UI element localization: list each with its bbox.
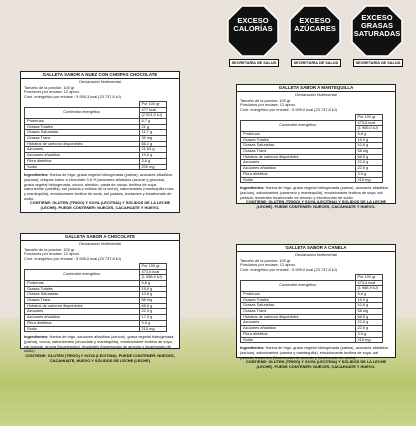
nutrient-name: Hidratos de carbono disponibles — [25, 141, 140, 147]
card-title: GALLETA SABOR A CHOCOLATE — [21, 234, 179, 241]
nutrient-value: 3,5 g — [355, 171, 382, 177]
ingredients-list: Harina de trigo, azúcares añadidos (azúcar), grasa vegetal hidrogenada (palma), cocoa, saborizantes (chocolate y mantequilla), emulsionante lecitina de soya, sal yodada, aroma (bicarbonato), leudantes (bicarbonato de amonio y bicarbonato de sodio). — [24, 334, 174, 354]
nutrient-name: Proteínas — [241, 131, 356, 137]
nutrient-value: 10,6 g — [139, 292, 166, 298]
allergen-statement: CONTIENE: GLUTEN (TRIGO) Y SOYA (LECITINA). PUEDE CONTENER: NUECES, CACAHUATE, HUEVO Y SÓLIDOS DE LECHE (LECHE) — [25, 353, 175, 363]
nutrient-value: 22,6 g — [355, 326, 382, 332]
nutrient-value: 68,5 g — [139, 303, 166, 309]
nutrition-table — [24, 101, 167, 170]
nutrient-name: Azúcares añadidos — [25, 315, 140, 321]
nutrient-name: Sodio — [241, 177, 356, 183]
nutrient-name: Hidratos de carbono disponibles — [241, 154, 356, 160]
serving-line: Cont. energético por envase : 5 695,0 kcal (23 737.8 kJ) — [24, 256, 121, 262]
serving-info — [237, 259, 395, 273]
serving-line: Cont. energético por envase : 5 955,3 kcal (23 737.8 kJ) — [24, 94, 121, 100]
nutrient-name: Azúcares — [241, 320, 356, 326]
nutrition-card-nuez — [20, 71, 180, 213]
nutrient-value: 22,0 g — [139, 309, 166, 315]
energy-kcal: 477 kcal — [139, 107, 166, 113]
table-row — [25, 164, 167, 170]
seal-exceso-grasas-saturadas — [351, 5, 403, 69]
energy-label: Contenido energético — [241, 120, 356, 131]
nutrition-card-mantequilla — [236, 84, 396, 210]
nutrient-name: Sodio — [25, 326, 140, 332]
nutrition-declaration-heading: Declaración Nutrimental — [79, 79, 121, 84]
allergen-statement: CONTIENE: GLUTEN (TRIGO) Y SOYA (LECITINA) Y SÓLIDOS DE LA LECHE (LECHE). PUEDE CONTENER: NUECES, CACAHUATE Y HUEVO. — [245, 199, 387, 210]
ingredients-text: Ingredientes: Harina de trigo, azúcares añadidos (azúcar), grasa vegetal hidrogenada (palma), cocoa, saborizantes (chocolate y mantequilla), emulsionante lecitina de soya, sal yodada, aroma (bicarbonato), leudantes (bicarbonato de amonio y bicarbonato de sodio). — [24, 334, 174, 354]
nutrient-name: Grasas Trans — [25, 298, 140, 304]
nutrient-name: Fibra dietética — [241, 331, 356, 337]
nutrient-name: Grasas Trans — [241, 309, 356, 315]
nutrient-value: 215 mg — [355, 337, 382, 343]
nutrient-value: 3,5 g — [139, 320, 166, 326]
table-row — [241, 337, 383, 343]
seal-authority: SECRETARÍA DE SALUD — [229, 59, 279, 67]
table-row — [241, 177, 383, 183]
nutrient-name: Azúcares añadidos — [241, 166, 356, 172]
seal-exceso-calorias — [227, 5, 279, 69]
nutrition-table — [240, 114, 383, 183]
allergen-statement: CONTIENE: GLUTEN (TRIGO) Y SOYA (LECITINA) Y SÓLIDOS DE LA LECHE (LECHE). PUEDE CONTENER: NUECES, CACAHUATE Y HUEVO. — [29, 200, 171, 211]
nutrient-name: Grasas Totales — [241, 137, 356, 143]
nutrient-value: 66,1 g — [139, 141, 166, 147]
nutrition-table — [240, 274, 383, 343]
nutrient-name: Azúcares — [241, 160, 356, 166]
nutrient-name: Grasas Saturadas — [241, 143, 356, 149]
seal-label: EXCESO CALORÍAS — [233, 16, 273, 33]
nutrient-name: Azúcares — [25, 309, 140, 315]
nutrition-declaration-heading: Declaración Nutrimental — [79, 241, 121, 246]
ingredients-list: Harina de trigo, grasa vegetal hidrogenada (palma), azúcares añadidos (azúcar), saborizantes (caramelo y mantequilla), emulsionante lecitina de soya, sal yodada, leudantes bicarbonato de amonio y bicarbonato de sodio. — [240, 185, 389, 200]
nutrient-name: Fibra dietética — [241, 171, 356, 177]
seal-authority: SECRETARÍA DE SALUD — [353, 59, 403, 67]
nutrient-value: 10,6 g — [355, 143, 382, 149]
card-title: GALLETA SABOR A NUEZ CON CHISPAS CHOCOLATE — [21, 72, 179, 79]
table-row — [25, 326, 167, 332]
seal-label: EXCESO GRASAS SATURADAS — [353, 13, 401, 38]
energy-kcal: 473,6 kcal — [139, 269, 166, 275]
serving-line: Tamaño de la porción: 100 gr — [240, 257, 291, 263]
serving-info — [21, 86, 179, 100]
nutrient-name: Proteínas — [25, 118, 140, 124]
nutrient-name: Hidratos de carbono disponibles — [25, 303, 140, 309]
nutrient-value: 68,5 g — [355, 154, 382, 160]
ingredients-list: Harina de trigo, grasa vegetal hidrogenada (palma), azúcares añadidos (azúcar), saborizantes (canela y mantequilla), emulsionante lecitina de soya, sal yodada, leudantes (bicarbonato de amonio y bicarbonato de sodio). — [240, 345, 389, 360]
nutrient-name: Sodio — [25, 164, 140, 170]
nutrient-value: 21 g — [139, 124, 166, 130]
nutrient-name: Hidratos de carbono disponibles — [241, 314, 356, 320]
serving-line: Porciones por envase: 12 aprox. — [240, 262, 297, 268]
ingredients-list: Harina de trigo, grasa vegetal hidrogenada (palma), azúcares añadidos (azúcar), chispas sabor a chocolate 9.8 % [azúcares añadidos (azúcar y glucosa), grasa vegetal hidrogenada, cocoa, almidón, pasta de cacao, lecitina de soya, saborizante (vainilla), sal yodada y sólidos de la leche], saborizantes (mantequilla nuez y mantequilla), emulsionante lecitina de soda, sal yodada, leudantes y bicarbonato de sodio. — [24, 172, 174, 201]
energy-kj: (1 988,9 kJ) — [139, 275, 166, 281]
nutrient-value: 17,0 g — [139, 315, 166, 321]
energy-kcal: 473,6 kcal — [355, 280, 382, 286]
nutrient-value: 5,7 g — [139, 118, 166, 124]
nutrient-value: 200 mg — [139, 164, 166, 170]
serving-line: Cont. energético por envase : 5 695,0 kcal (23 737.8 kJ) — [240, 107, 337, 113]
ingredients-text: Ingredientes: Harina de trigo, grasa vegetal hidrogenada (palma), azúcares añadidos (azúcar), chispas sabor a chocolate 9.8 % [azúcares añadidos (azúcar y glucosa), grasa vegetal hidrogenada, cocoa, almidón, pasta de cacao, lecitina de soya, saborizante (vainilla), sal yodada y sólidos de la leche], saborizantes (mantequilla nuez y mantequilla), emulsionante lecitina de soda, sal yodada, leudantes y bicarbonato de sodio. — [24, 172, 174, 201]
nutrition-declaration-heading: Declaración Nutrimental — [295, 92, 337, 97]
seal-authority: SECRETARÍA DE SALUD — [291, 59, 341, 67]
nutrient-value: 19,5 g — [139, 153, 166, 159]
nutrient-value: 5,6 g — [139, 280, 166, 286]
per-portion-header: Por 100 gr — [139, 263, 166, 269]
energy-label: Contenido energético — [241, 280, 356, 291]
nutrient-name: Grasas Totales — [25, 286, 140, 292]
ingredients-text: Ingredientes: Harina de trigo, grasa vegetal hidrogenada (palma), azúcares añadidos (azúcar), saborizantes (canela y mantequilla), emulsionante lecitina de soya, sal yodada, leudantes (bicarbonato de amonio y bicarbonato de sodio). — [240, 345, 389, 360]
nutrient-name: Proteínas — [241, 291, 356, 297]
nutrient-value: 215 mg — [355, 177, 382, 183]
nutrient-value: 19,0 g — [139, 286, 166, 292]
nutrient-value: 3,6 g — [139, 158, 166, 164]
nutrient-value: 58 mg — [355, 309, 382, 315]
warning-seals — [227, 5, 413, 71]
serving-info — [237, 99, 395, 113]
nutrient-name: Azúcares añadidos — [25, 153, 140, 159]
nutrient-value: 68,5 g — [355, 314, 382, 320]
nutrient-name: Fibra dietética — [25, 158, 140, 164]
nutrient-value: 11,7 g — [139, 130, 166, 136]
allergen-statement: CONTIENE: GLUTEN (TRIGO) Y SOYA (LECITINA) Y SÓLIDOS DE LA LECHE (LECHE). PUEDE CONTENER: NUECES, CACAHUATE Y HUEVO. — [245, 359, 387, 370]
serving-line: Porciones por envase: 12 aprox. — [240, 102, 297, 108]
nutrient-name: Grasas Saturadas — [25, 292, 140, 298]
energy-kj: (1 988,9 kJ) — [355, 286, 382, 292]
nutrient-name: Grasas Trans — [25, 136, 140, 142]
energy-label: Contenido energético — [25, 269, 140, 280]
nutrition-table — [24, 263, 167, 332]
nutrient-name: Grasas Saturadas — [241, 303, 356, 309]
energy-kcal: 473,6 kcal — [355, 120, 382, 126]
nutrition-card-chocolate — [20, 233, 180, 363]
nutrition-declaration-heading: Declaración Nutrimental — [295, 252, 337, 257]
nutrient-name: Grasas Totales — [25, 124, 140, 130]
nutrient-value: 19,0 g — [355, 297, 382, 303]
serving-line: Tamaño de la porción: 100 gr — [24, 84, 75, 90]
serving-line: Cont. energético por envase : 5 695,0 kcal (23 737.8 kJ) — [240, 267, 337, 273]
nutrient-value: 58 mg — [355, 149, 382, 155]
serving-line: Porciones por envase: 12 aprox. — [24, 89, 81, 95]
energy-label: Contenido energético — [25, 107, 140, 118]
per-portion-header: Por 100 gr — [139, 101, 166, 107]
nutrient-value: 22,6 g — [355, 320, 382, 326]
serving-line: Porciones por envase: 12 aprox. — [24, 251, 81, 257]
nutrient-name: Azúcares añadidos — [241, 326, 356, 332]
nutrient-value: 39 mg — [139, 136, 166, 142]
nutrient-name: Grasas Trans — [241, 149, 356, 155]
nutrient-value: 21,63 g — [139, 147, 166, 153]
nutrient-value: 5,8 g — [355, 131, 382, 137]
seal-label: EXCESO AZÚCARES — [294, 16, 336, 33]
per-portion-header: Por 100 gr — [355, 274, 382, 280]
nutrient-value: 215 mg — [139, 326, 166, 332]
per-portion-header: Por 100 gr — [355, 114, 382, 120]
nutrient-name: Fibra dietética — [25, 320, 140, 326]
serving-line: Tamaño de la porción: 100 gr — [240, 97, 291, 103]
nutrient-value: 5,6 g — [355, 291, 382, 297]
nutrient-value: 22,6 g — [355, 166, 382, 172]
serving-line: Tamaño de la porción: 100 gr — [24, 246, 75, 252]
nutrient-name: Sodio — [241, 337, 356, 343]
nutrient-name: Grasas Saturadas — [25, 130, 140, 136]
nutrient-value: 22,6 g — [355, 160, 382, 166]
card-title: GALLETA SABOR A CANELA — [237, 245, 395, 252]
ingredients-text: Ingredientes: Harina de trigo, grasa vegetal hidrogenada (palma), azúcares añadidos (azúcar), saborizantes (caramelo y mantequilla), emulsionante lecitina de soya, sal yodada, leudantes bicarbonato de amonio y bicarbonato de sodio. — [240, 185, 389, 200]
energy-kj: (2 001,0 kJ) — [139, 113, 166, 119]
energy-kj: (1 985,0 kJ) — [355, 126, 382, 132]
nutrient-value: 3,5 g — [355, 331, 382, 337]
nutrition-card-canela — [236, 244, 396, 370]
serving-info — [21, 248, 179, 262]
nutrient-name: Grasas Totales — [241, 297, 356, 303]
card-title: GALLETA SABOR A MANTEQUILLA — [237, 85, 395, 92]
nutrient-name: Azúcares — [25, 147, 140, 153]
nutrient-value: 58 mg — [139, 298, 166, 304]
nutrient-name: Proteínas — [25, 280, 140, 286]
seal-exceso-azucares — [289, 5, 341, 69]
nutrient-value: 10,6 g — [355, 303, 382, 309]
nutrient-value: 19,0 g — [355, 137, 382, 143]
